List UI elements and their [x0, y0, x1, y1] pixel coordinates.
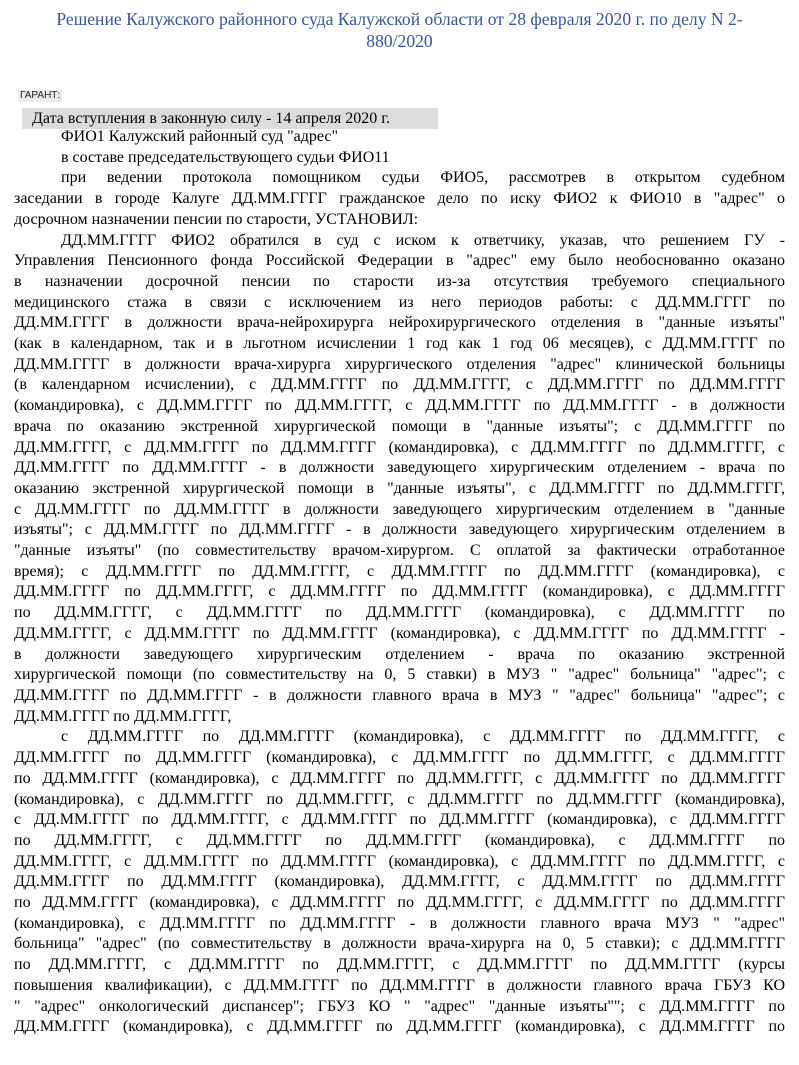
text-line: врача по оказанию экстренной хирургической помощи в "данные изъяты"; с ДД.ММ.ГГГГ по [14, 417, 785, 435]
intro-paragraph [14, 168, 785, 230]
paragraph-1 [14, 231, 785, 728]
title-line-1: Решение Калужского районного суда Калужской области от 28 февраля 2020 г. по делу N 2- [56, 9, 743, 29]
text-line: ДД.ММ.ГГГГ, с ДД.ММ.ГГГГ по ДД.ММ.ГГГГ (командировка), с ДД.ММ.ГГГГ по ДД.ММ.ГГГГ, с [14, 852, 785, 870]
text-line: ДД.ММ.ГГГГ по ДД.ММ.ГГГГ (командировка), с ДД.ММ.ГГГГ по ДД.ММ.ГГГГ, с ДД.ММ.ГГГГ [14, 749, 785, 767]
text-line: (командировка), с ДД.ММ.ГГГГ по ДД.ММ.ГГГГ - в должности главного врача МУЗ " "адрес" [14, 914, 785, 932]
text-line: по ДД.ММ.ГГГГ, с ДД.ММ.ГГГГ по ДД.ММ.ГГГГ (командировка), с ДД.ММ.ГГГГ по [14, 604, 785, 622]
text-line: ДД.ММ.ГГГГ по ДД.ММ.ГГГГ, с ДД.ММ.ГГГГ по ДД.ММ.ГГГГ (командировка), с ДД.ММ.ГГГГ [14, 583, 785, 601]
text-line: с ДД.ММ.ГГГГ по ДД.ММ.ГГГГ, с ДД.ММ.ГГГГ по ДД.ММ.ГГГГ (командировка), с ДД.ММ.ГГГГ [14, 811, 785, 829]
text-line: при ведении протокола помощником судьи ФИО5, рассмотрев в открытом судебном [61, 169, 785, 187]
text-line: медицинского стажа в связи с исключением из него периодов работы: с ДД.ММ.ГГГГ по [14, 293, 785, 311]
paragraph-2 [14, 727, 785, 1038]
text-line: оказанию экстренной хирургической помощи в "данные изъяты", с ДД.ММ.ГГГГ по ДД.ММ.ГГГГ, [14, 479, 785, 497]
text-line: с ДД.ММ.ГГГГ по ДД.ММ.ГГГГ в должности заведующего хирургическим отделением в "данные [14, 500, 785, 518]
text-line: ДД.ММ.ГГГГ, с ДД.ММ.ГГГГ по ДД.ММ.ГГГГ (командировка), с ДД.ММ.ГГГГ по ДД.ММ.ГГГГ, с [14, 438, 785, 456]
garant-label: ГАРАНТ: [20, 90, 61, 101]
text-line: по ДД.ММ.ГГГГ (командировка), с ДД.ММ.ГГГГ по ДД.ММ.ГГГГ, с ДД.ММ.ГГГГ по ДД.ММ.ГГГГ [14, 769, 785, 787]
text-line: ДД.ММ.ГГГГ ФИО2 обратился в суд с иском к ответчику, указав, что решением ГУ - [61, 231, 785, 249]
text-line: Управления Пенсионного фонда Российской Федерации в "адрес" ему было необоснованно оказано [14, 252, 785, 270]
text-line: (в календарном исчислении), с ДД.ММ.ГГГГ по ДД.ММ.ГГГГ, с ДД.ММ.ГГГГ по ДД.ММ.ГГГГ [14, 376, 785, 394]
court-line: ФИО1 Калужский районный суд "адрес" [61, 128, 339, 145]
text-line: повышения квалификации), с ДД.ММ.ГГГГ по ДД.ММ.ГГГГ в должности главного врача ГБУЗ КО [14, 976, 785, 994]
text-line: ДД.ММ.ГГГГ в должности врача-хирурга хирургического отделения "адрес" клинической больницы [14, 355, 785, 373]
text-line: в должности заведующего хирургическим отделением - врача по оказанию экстренной [14, 645, 785, 663]
text-line: с ДД.ММ.ГГГГ по ДД.ММ.ГГГГ (командировка), с ДД.ММ.ГГГГ по ДД.ММ.ГГГГ, с [61, 728, 785, 746]
text-line: ДД.ММ.ГГГГ по ДД.ММ.ГГГГ, [14, 707, 232, 725]
text-line: в назначении досрочной пенсии по старости из-за отсутствия требуемого специального [14, 272, 785, 290]
entry-into-force-bar [22, 108, 438, 129]
text-line: ДД.ММ.ГГГГ, с ДД.ММ.ГГГГ по ДД.ММ.ГГГГ (командировка), с ДД.ММ.ГГГГ по ДД.ММ.ГГГГ - [14, 624, 785, 642]
text-line: время); с ДД.ММ.ГГГГ по ДД.ММ.ГГГГ, с ДД.ММ.ГГГГ по ДД.ММ.ГГГГ (командировка), с [14, 562, 785, 580]
text-line: (командировка), с ДД.ММ.ГГГГ по ДД.ММ.ГГГГ, с ДД.ММ.ГГГГ по ДД.ММ.ГГГГ (командировка), [14, 790, 785, 808]
document-title[interactable] [14, 8, 785, 52]
text-line: ДД.ММ.ГГГГ по ДД.ММ.ГГГГ - в должности главного врача в МУЗ " "адрес" больница" "адрес"; с [14, 686, 785, 704]
text-line: изъяты"; с ДД.ММ.ГГГГ по ДД.ММ.ГГГГ - в должности заведующего хирургическим отделением в [14, 521, 785, 539]
text-line: "данные изъяты" (по совместительству врачом-хирургом. С оплатой за фактически отработанное [14, 542, 785, 560]
text-line: ДД.ММ.ГГГГ по ДД.ММ.ГГГГ (командировка), ДД.ММ.ГГГГ, с ДД.ММ.ГГГГ по ДД.ММ.ГГГГ [14, 873, 785, 891]
text-line: хирургической помощи (по совместительству на 0, 5 ставки) в МУЗ " "адрес" больница" "адрес"; с [14, 666, 785, 684]
title-line-2: 880/2020 [366, 31, 433, 51]
entry-into-force-date: Дата вступления в законную силу - 14 апреля 2020 г. [32, 110, 391, 127]
text-line: (как в календарном, так и в льготном исчислении 1 год как 1 год 06 месяцев), с ДД.ММ.ГГГГ по [14, 335, 785, 353]
text-line: по ДД.ММ.ГГГГ, с ДД.ММ.ГГГГ по ДД.ММ.ГГГГ (командировка), с ДД.ММ.ГГГГ по [14, 831, 785, 849]
text-line: ДД.ММ.ГГГГ (командировка), с ДД.ММ.ГГГГ по ДД.ММ.ГГГГ (командировка), с ДД.ММ.ГГГГ по [14, 1018, 785, 1036]
court-composition-line: в составе председательствующего судьи ФИО11 [61, 148, 390, 166]
document-body [14, 127, 785, 1038]
text-line: по ДД.ММ.ГГГГ (командировка), с ДД.ММ.ГГГГ по ДД.ММ.ГГГГ, с ДД.ММ.ГГГГ по ДД.ММ.ГГГГ [14, 894, 785, 912]
text-line: по ДД.ММ.ГГГГ, с ДД.ММ.ГГГГ по ДД.ММ.ГГГГ, с ДД.ММ.ГГГГ по ДД.ММ.ГГГГ (курсы [14, 956, 785, 974]
text-line: заседании в городе Калуге ДД.ММ.ГГГГ гражданское дело по иску ФИО2 к ФИО10 в "адрес" о [14, 190, 785, 208]
text-line: ДД.ММ.ГГГГ в должности врача-нейрохирурга нейрохирургического отделения в "данные изъяты" [14, 314, 785, 332]
text-line: " "адрес" онкологический диспансер"; ГБУЗ КО " "адрес" "данные изъяты""; с ДД.ММ.ГГГГ по [14, 997, 785, 1015]
text-line: ДД.ММ.ГГГГ по ДД.ММ.ГГГГ - в должности заведующего хирургическим отделением - врача по [14, 459, 785, 477]
text-line: досрочном назначении пенсии по старости, УСТАНОВИЛ: [14, 210, 419, 228]
text-line: (командировка), с ДД.ММ.ГГГГ по ДД.ММ.ГГГГ, с ДД.ММ.ГГГГ по ДД.ММ.ГГГГ - в должности [14, 397, 785, 415]
text-line: больница" "адрес" (по совместительству в должности врача-хирурга на 0, 5 ставки); с ДД.ММ.ГГГГ [14, 935, 785, 953]
